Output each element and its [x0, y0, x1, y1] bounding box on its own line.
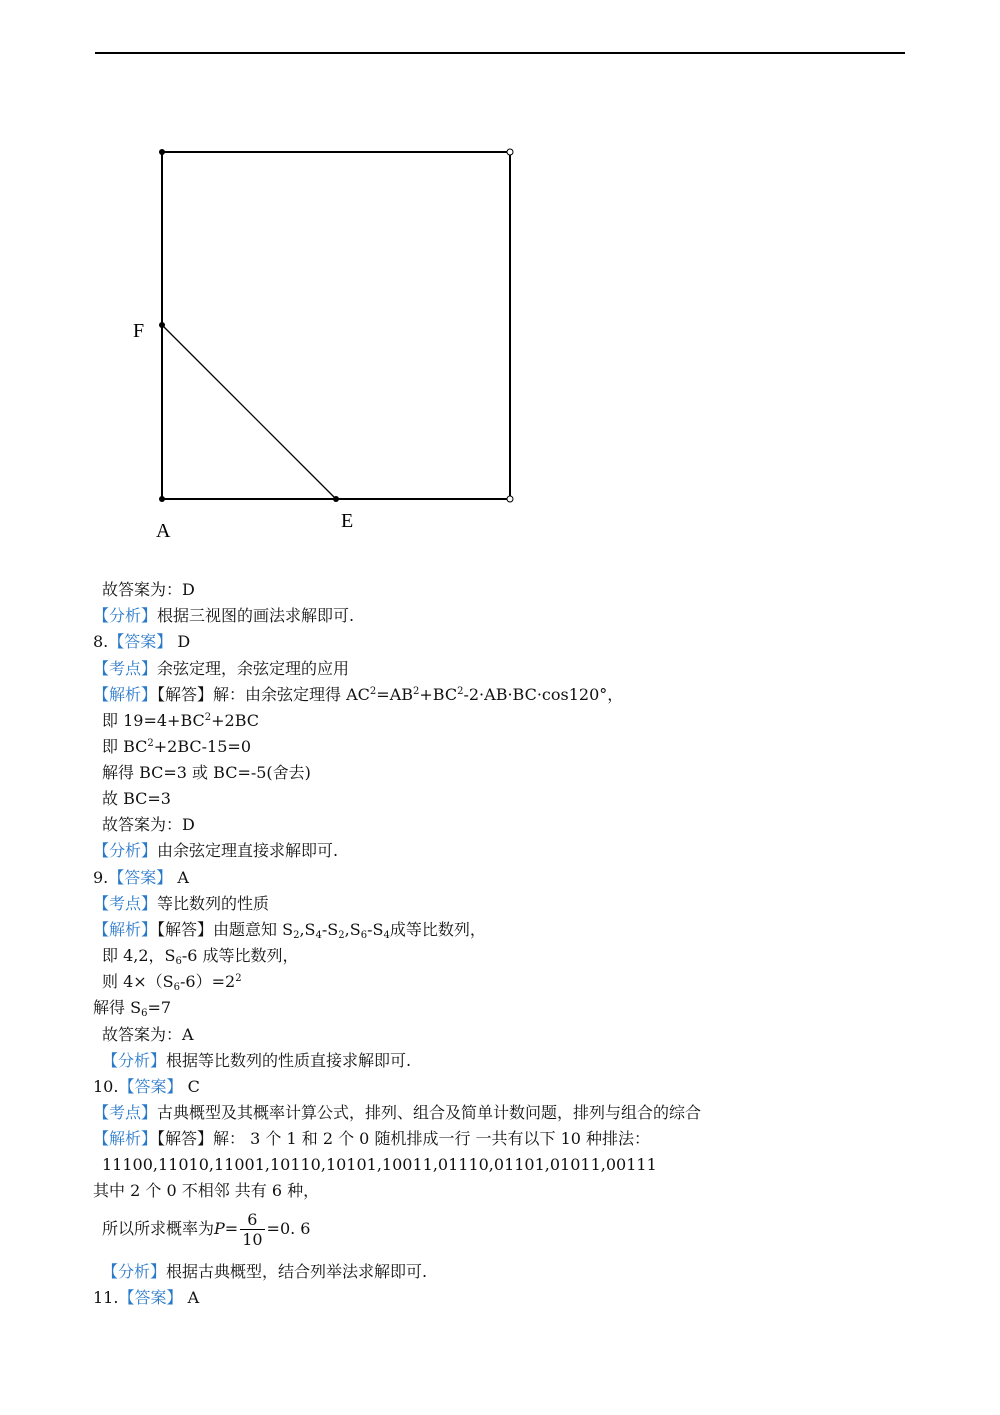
q9-analysis: [102, 1048, 411, 1074]
subscript: 2: [293, 930, 300, 941]
superscript: 2: [147, 738, 154, 749]
math-text: 即 4,2，S: [102, 946, 176, 965]
math-text: -6）=2: [180, 972, 236, 991]
q8-line5: 故 BC=3: [102, 789, 171, 808]
answer-tag: 【答案】: [118, 1288, 183, 1307]
math-text: =AB: [376, 685, 414, 704]
q9-line3: [102, 969, 242, 995]
q9-line2: [102, 943, 299, 969]
math-text: 即 BC: [102, 737, 148, 756]
math-text: 即 19=4+BC: [102, 711, 205, 730]
superscript: 2: [235, 973, 242, 984]
answer-tag: 【答案】: [108, 632, 173, 651]
math-text: 由题意知 S: [213, 920, 294, 939]
subscript: 4: [315, 930, 322, 941]
kaodian-tag: 【考点】: [93, 1103, 158, 1122]
q10-kaodian: [93, 1100, 701, 1126]
math-variable: P: [214, 1219, 225, 1238]
kaodian-text: 等比数列的性质: [157, 894, 270, 913]
analysis-text: 由余弦定理直接求解即可.: [157, 841, 339, 860]
kaodian-tag: 【考点】: [93, 894, 158, 913]
question-number: 10.: [93, 1077, 119, 1096]
math-text: +2BC-15=0: [153, 737, 251, 756]
analysis-text: 根据古典概型，结合列举法求解即可.: [166, 1262, 428, 1281]
q8-line4: 解得 BC=3 或 BC=-5(舍去): [102, 763, 311, 782]
answer-tag: 【答案】: [108, 868, 173, 887]
q10-analysis: [102, 1259, 427, 1285]
answer-tag: 【答案】: [118, 1077, 183, 1096]
math-text: ,S: [344, 920, 361, 939]
q8-line6: 故答案为：D: [102, 815, 195, 834]
fraction: [240, 1210, 264, 1249]
math-text: -6 成等比数列，: [181, 946, 299, 965]
jieda-tag: 【解答】: [157, 920, 214, 939]
q7-analysis: [93, 603, 354, 629]
q9-line4: [93, 995, 171, 1021]
label-f: F: [133, 320, 145, 342]
q10-line2: 11100,11010,11001,10110,10101,10011,01110,01101,01011,00111: [102, 1155, 657, 1174]
math-text: =0. 6: [266, 1219, 311, 1238]
analysis-tag: 【分析】: [93, 606, 158, 625]
square-outline: [162, 152, 510, 499]
q10-line3: 其中 2 个 0 不相邻 共有 6 种，: [93, 1181, 320, 1200]
subscript: 6: [173, 982, 181, 993]
q8-kaodian: [93, 656, 349, 682]
subscript: 4: [383, 930, 390, 941]
kaodian-text: 古典概型及其概率计算公式，排列、组合及简单计数问题，排列与组合的综合: [157, 1103, 702, 1122]
q8-analysis: [93, 838, 338, 864]
jieda-tag: 【解答】: [157, 685, 214, 704]
point-e: [333, 496, 339, 502]
jiexi-tag: 【解析】: [93, 1129, 158, 1148]
fraction-numerator: 6: [247, 1210, 258, 1229]
fraction-denominator: 10: [242, 1230, 263, 1249]
vertex-bottom-right: [507, 496, 513, 502]
q7-answer-line: 故答案为：D: [102, 580, 195, 599]
math-text: 成等比数列，: [389, 920, 486, 939]
analysis-tag: 【分析】: [93, 841, 158, 860]
answer-value: C: [187, 1077, 200, 1096]
question-number: 9.: [93, 868, 109, 887]
subscript: 6: [360, 930, 368, 941]
superscript: 2: [369, 686, 377, 697]
answer-value: A: [187, 1288, 200, 1307]
q10-jiexi: [93, 1126, 650, 1152]
segment-fe: [162, 325, 336, 499]
q9-line5: 故答案为：A: [102, 1025, 194, 1044]
q9-answer: [93, 865, 189, 891]
geometry-figure: [0, 0, 560, 560]
math-text: ,S: [299, 920, 316, 939]
analysis-text: 根据等比数列的性质直接求解即可.: [166, 1051, 412, 1070]
math-text: +2BC: [211, 711, 260, 730]
superscript: 2: [413, 686, 420, 697]
math-text: =7: [147, 998, 172, 1017]
superscript: 2: [457, 686, 464, 697]
answer-value: D: [177, 632, 191, 651]
subscript: 2: [338, 930, 345, 941]
q9-jiexi: [93, 917, 486, 943]
math-text: 解得 S: [93, 998, 142, 1017]
vertex-top-right: [507, 149, 513, 155]
q8-line2: [102, 708, 259, 734]
q8-jiexi: [93, 682, 623, 708]
vertex-top-left: [159, 149, 165, 155]
question-number: 11.: [93, 1288, 119, 1307]
superscript: 2: [204, 712, 212, 723]
q11-answer: [93, 1285, 199, 1311]
jieda-text: 解： 3 个 1 和 2 个 0 随机排成一行 一共有以下 10 种排法：: [213, 1129, 651, 1148]
kaodian-tag: 【考点】: [93, 659, 158, 678]
q8-answer: [93, 629, 190, 655]
vertex-a: [159, 496, 165, 502]
q8-line3: [102, 734, 251, 760]
analysis-tag: 【分析】: [102, 1051, 167, 1070]
label-e: E: [341, 510, 354, 532]
kaodian-text: 余弦定理，余弦定理的应用: [157, 659, 350, 678]
math-text: 则 4×（S: [102, 972, 174, 991]
q9-kaodian: [93, 891, 269, 917]
math-text: -S: [321, 920, 339, 939]
subscript: 6: [175, 956, 182, 967]
jiexi-tag: 【解析】: [93, 920, 158, 939]
jieda-tag: 【解答】: [157, 1129, 214, 1148]
subscript: 6: [141, 1008, 148, 1019]
question-number: 8.: [93, 632, 109, 651]
point-f: [159, 322, 165, 328]
math-text: 所以所求概率为: [102, 1219, 215, 1238]
math-text: +BC: [419, 685, 458, 704]
analysis-text: 根据三视图的画法求解即可.: [157, 606, 355, 625]
math-text: 解：由余弦定理得 AC: [213, 685, 370, 704]
analysis-tag: 【分析】: [102, 1262, 167, 1281]
answer-value: A: [177, 868, 189, 887]
math-text: -2·AB·BC·cos120°，: [463, 685, 624, 704]
jiexi-tag: 【解析】: [93, 685, 158, 704]
math-text: -S: [367, 920, 384, 939]
q10-answer: [93, 1074, 200, 1100]
label-a: A: [156, 520, 171, 542]
math-text: =: [224, 1219, 239, 1238]
q10-line4: [102, 1207, 310, 1251]
